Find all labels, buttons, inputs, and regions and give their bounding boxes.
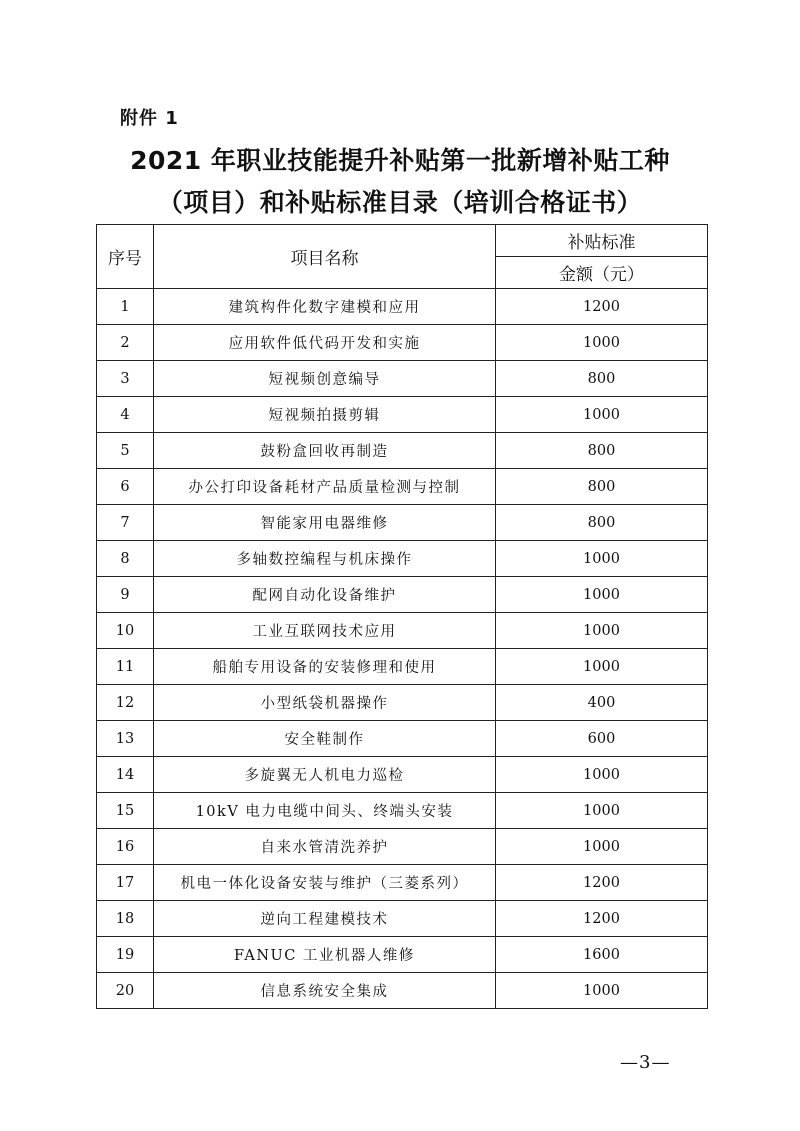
row-index: 7: [97, 505, 154, 541]
row-index: 12: [97, 685, 154, 721]
table-row: [97, 865, 708, 901]
row-project-name: 逆向工程建模技术: [154, 901, 496, 937]
table-row: [97, 757, 708, 793]
row-amount: 1200: [496, 901, 708, 937]
row-project-name: 船舶专用设备的安装修理和使用: [154, 649, 496, 685]
table-row: [97, 577, 708, 613]
row-index: 19: [97, 937, 154, 973]
table-row: [97, 469, 708, 505]
row-amount: 1200: [496, 289, 708, 325]
table-row: [97, 433, 708, 469]
row-amount: 1000: [496, 757, 708, 793]
header-project-name: 项目名称: [154, 225, 496, 289]
row-amount: 1200: [496, 865, 708, 901]
table-body: [97, 289, 708, 1009]
row-amount: 800: [496, 361, 708, 397]
row-index: 1: [97, 289, 154, 325]
row-index: 13: [97, 721, 154, 757]
row-index: 14: [97, 757, 154, 793]
row-index: 9: [97, 577, 154, 613]
row-index: 4: [97, 397, 154, 433]
row-amount: 1000: [496, 613, 708, 649]
row-index: 10: [97, 613, 154, 649]
header-index: 序号: [97, 225, 154, 289]
row-index: 5: [97, 433, 154, 469]
header-subsidy-standard: 补贴标准: [496, 225, 708, 257]
row-index: 6: [97, 469, 154, 505]
table-row: [97, 289, 708, 325]
table-row: [97, 685, 708, 721]
table-row: [97, 649, 708, 685]
row-amount: 1000: [496, 829, 708, 865]
row-amount: 1000: [496, 973, 708, 1009]
page-number: —3—: [620, 1052, 671, 1073]
row-index: 15: [97, 793, 154, 829]
row-index: 17: [97, 865, 154, 901]
table-row: [97, 793, 708, 829]
row-amount: 800: [496, 505, 708, 541]
table-row: [97, 973, 708, 1009]
row-project-name: 配网自动化设备维护: [154, 577, 496, 613]
row-amount: 1600: [496, 937, 708, 973]
row-index: 2: [97, 325, 154, 361]
row-project-name: 机电一体化设备安装与维护（三菱系列）: [154, 865, 496, 901]
row-project-name: 鼓粉盒回收再制造: [154, 433, 496, 469]
row-amount: 1000: [496, 541, 708, 577]
row-index: 8: [97, 541, 154, 577]
document-title-line-2: （项目）和补贴标准目录（培训合格证书）: [157, 188, 643, 217]
row-project-name: 安全鞋制作: [154, 721, 496, 757]
row-project-name: 多旋翼无人机电力巡检: [154, 757, 496, 793]
row-amount: 800: [496, 433, 708, 469]
row-index: 11: [97, 649, 154, 685]
row-project-name: FANUC 工业机器人维修: [154, 937, 496, 973]
row-amount: 800: [496, 469, 708, 505]
header-amount: 金额（元）: [496, 257, 708, 289]
row-index: 3: [97, 361, 154, 397]
row-project-name: 自来水管清洗养护: [154, 829, 496, 865]
row-project-name: 建筑构件化数字建模和应用: [154, 289, 496, 325]
row-amount: 400: [496, 685, 708, 721]
row-project-name: 短视频拍摄剪辑: [154, 397, 496, 433]
row-project-name: 工业互联网技术应用: [154, 613, 496, 649]
row-index: 18: [97, 901, 154, 937]
row-project-name: 10kV 电力电缆中间头、终端头安装: [154, 793, 496, 829]
row-project-name: 办公打印设备耗材产品质量检测与控制: [154, 469, 496, 505]
row-index: 20: [97, 973, 154, 1009]
row-project-name: 智能家用电器维修: [154, 505, 496, 541]
table-row: [97, 541, 708, 577]
table-row: [97, 325, 708, 361]
row-index: 16: [97, 829, 154, 865]
attachment-label: 附件 1: [120, 108, 179, 129]
table-row: [97, 613, 708, 649]
row-amount: 600: [496, 721, 708, 757]
row-amount: 1000: [496, 577, 708, 613]
row-project-name: 信息系统安全集成: [154, 973, 496, 1009]
table-row: [97, 829, 708, 865]
table-row: [97, 397, 708, 433]
subsidy-table: [96, 224, 708, 1009]
row-project-name: 小型纸袋机器操作: [154, 685, 496, 721]
table-row: [97, 361, 708, 397]
row-amount: 1000: [496, 325, 708, 361]
row-amount: 1000: [496, 397, 708, 433]
row-project-name: 多轴数控编程与机床操作: [154, 541, 496, 577]
table-row: [97, 721, 708, 757]
table-row: [97, 901, 708, 937]
table-row: [97, 505, 708, 541]
row-amount: 1000: [496, 793, 708, 829]
row-project-name: 应用软件低代码开发和实施: [154, 325, 496, 361]
row-amount: 1000: [496, 649, 708, 685]
document-title-line-1: 2021 年职业技能提升补贴第一批新增补贴工种: [130, 146, 670, 175]
row-project-name: 短视频创意编导: [154, 361, 496, 397]
table-row: [97, 937, 708, 973]
